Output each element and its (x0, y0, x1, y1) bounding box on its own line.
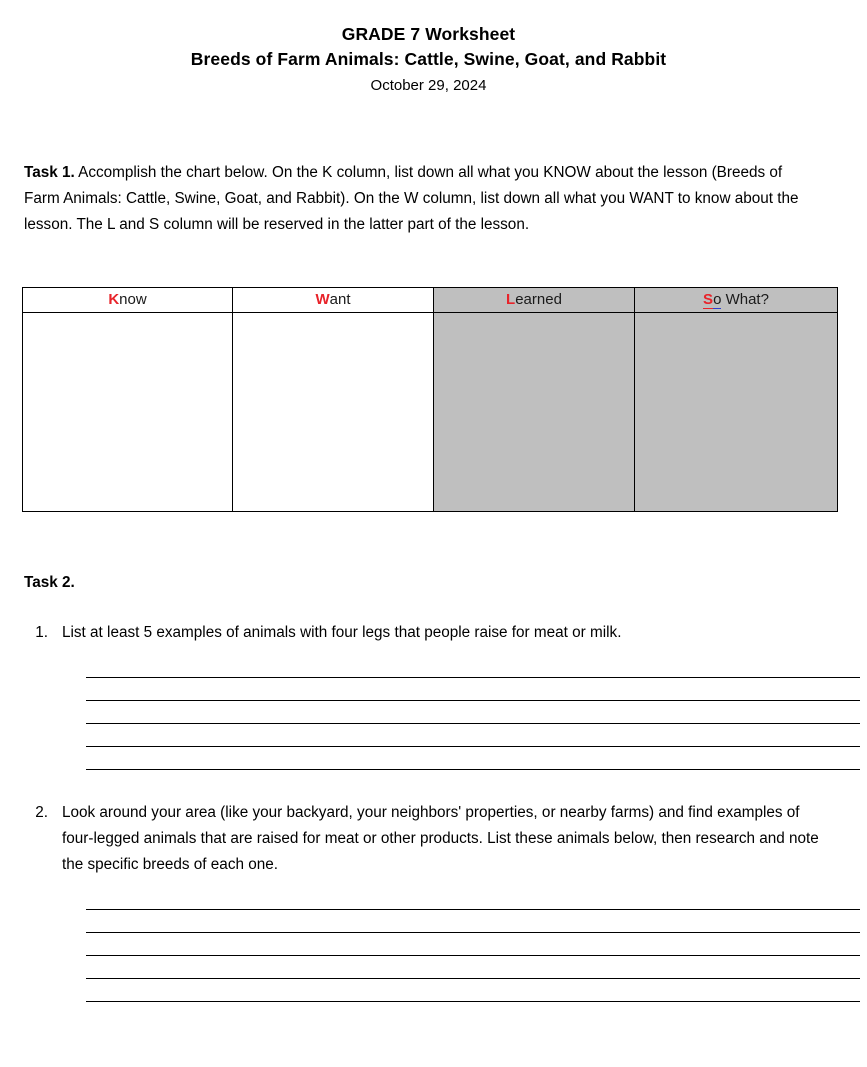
worksheet-title-topic: Breeds of Farm Animals: Cattle, Swine, Goat, and Rabbit (190, 49, 667, 69)
kwls-header-learned-accent: L (506, 291, 516, 308)
document-header (22, 22, 835, 98)
task1-section (24, 160, 822, 238)
task2-item-2-number: 2. (35, 804, 48, 821)
kwls-header-know-rest: now (119, 291, 147, 308)
task2-item-1-row (24, 620, 836, 646)
task1-body-text: Accomplish the chart below. On the K column, list down all what you KNOW about the lesson (Breeds of Farm Animals: Cattle, Swine, Goat, and Rabbit). On the W column, list down all what you WANT to know about the lesson. The L and S column will be reserved in the latter part of the lesson. (24, 164, 799, 233)
answer-line[interactable] (86, 701, 860, 724)
kwls-header-so-what (635, 288, 838, 313)
worksheet-date: October 29, 2024 (370, 77, 487, 94)
answer-line[interactable] (86, 956, 860, 979)
answer-line[interactable] (86, 979, 860, 1002)
task1-label: Task 1. (24, 164, 75, 181)
kwls-header-so-rest: o (713, 291, 722, 308)
task2-item-2-answer-lines (86, 887, 836, 1002)
kwls-cell-learned (434, 313, 635, 512)
task2-item-1-text: List at least 5 examples of animals with four legs that people raise for meat or milk. (62, 624, 622, 641)
task2-item-list (24, 620, 836, 1002)
kwls-header-learned (434, 288, 635, 313)
task2-item-2-text: Look around your area (like your backyard, your neighbors' properties, or nearby farms) and find examples of four-legged animals that are raised for meat or other products. List these animals below, then research and note the specific breeds of each one. (62, 804, 819, 873)
answer-line[interactable] (86, 747, 860, 770)
answer-line[interactable] (86, 655, 860, 678)
task2-item-1-number: 1. (35, 624, 48, 641)
task2-item-2 (24, 800, 836, 1002)
kwls-body-row (23, 313, 838, 512)
task2-item-1-answer-lines (86, 655, 836, 770)
worksheet-title-grade: GRADE 7 Worksheet (341, 24, 516, 44)
answer-line[interactable] (86, 933, 860, 956)
kwls-cell-so-what (635, 313, 838, 512)
kwls-header-so-tail: What? (721, 291, 769, 308)
kwls-chart (22, 287, 838, 512)
answer-line[interactable] (86, 910, 860, 933)
kwls-header-want-accent: W (315, 291, 330, 308)
task2-item-2-row (24, 800, 836, 878)
kwls-header-want-rest: ant (329, 291, 351, 308)
item-spacer (24, 770, 836, 800)
kwls-header-learned-rest: earned (515, 291, 562, 308)
task2-label: Task 2. (24, 574, 75, 591)
kwls-header-want (233, 288, 434, 313)
answer-line[interactable] (86, 678, 860, 701)
kwls-header-so-underlined (703, 289, 721, 311)
kwls-header-know (23, 288, 233, 313)
kwls-cell-want[interactable] (233, 313, 434, 512)
kwls-header-row (23, 288, 838, 313)
answer-line[interactable] (86, 724, 860, 747)
answer-line[interactable] (86, 887, 860, 910)
kwls-cell-know[interactable] (23, 313, 233, 512)
kwls-header-know-accent: K (108, 291, 120, 308)
task1-paragraph (24, 160, 822, 238)
task2-item-1 (24, 620, 836, 770)
kwls-header-so-accent: S (703, 291, 714, 308)
